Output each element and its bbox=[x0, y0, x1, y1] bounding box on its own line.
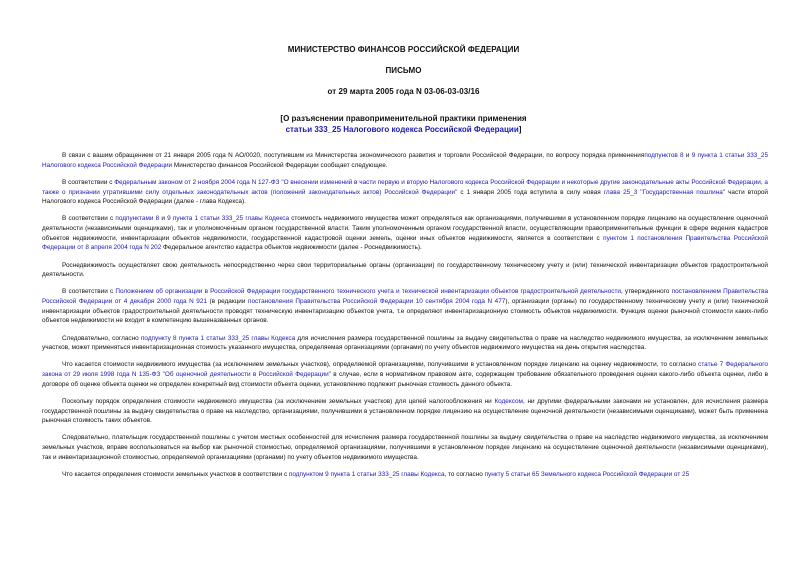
body-paragraph bbox=[42, 334, 768, 353]
paragraph-text: Роснедвижимость осуществляет свою деятельность непосредственно через свои территориальные органы (организации) по государственному техническому учету и (или) технической инвентаризации объектов градостроительной деятельности. bbox=[42, 261, 768, 279]
body-paragraph bbox=[42, 470, 768, 480]
legal-reference-link[interactable]: 9 пункта 1 статьи 333_25 главы Кодекса bbox=[167, 215, 290, 223]
body-paragraph bbox=[42, 178, 768, 207]
legal-reference-link[interactable]: Федеральным законом от 2 ноября 2004 года N 127-ФЗ "О внесении изменений в части первую и вторую Налогового кодекса Российской Федерации и некоторые другие законодательные акты Российской Федерации, а также о признании утратившими силу отдельных законодательных актов (положений законодательных актов) Российской Федерации" bbox=[42, 178, 768, 196]
paragraph-text: с 1 января 2005 года вступила в силу новая bbox=[457, 188, 604, 196]
document-body bbox=[42, 151, 768, 487]
paragraph-text: ), организации (органы) по государственному техническому учету и (или) технической инвентаризации объектов градостроительной деятельности проводят техническую инвентаризацию объектов учета, т.е определяют инвентаризационную стоимость объектов недвижимости. Функция оценки рыночной стоимости каких-либо объектов недвижимости не входит в компетенцию вышеназванных органов. bbox=[42, 298, 769, 325]
paragraph-text: (в редакции bbox=[206, 298, 249, 305]
paragraph-text: в случае, если в нормативном правовом акте, содержащем требование обязательного проведения оценки какого-либо объекта оценки, либо в договоре об оценке объекта оценки не определен конкретный вид стоимости объекта оценки, установлению подлежит рыночная стоимость данного объекта. bbox=[42, 371, 768, 388]
paragraph-text: для исчисления размера государственной пошлины за выдачу свидетельства о праве на наследство недвижимого имущества, за исключением земельных участков, может применяться инвентаризационная стоимость указанного имущества, определяемая организациями (органами) по учету объектов недвижимого имущества на день открытия наследства. bbox=[42, 334, 768, 352]
subject-line-1: [О разъяснении правоприменительной практики применения bbox=[280, 114, 527, 123]
body-paragraph bbox=[42, 397, 768, 426]
legal-reference-link[interactable]: постановлением Правительства Российской Федерации от 4 декабря 2000 года N 921 bbox=[42, 288, 769, 305]
legal-reference-link[interactable]: подпунктов 8 bbox=[644, 152, 684, 159]
paragraph-text: В соответствии с bbox=[62, 288, 116, 296]
body-paragraph bbox=[42, 214, 768, 253]
paragraph-text: Что касается стоимости недвижимого имущества (за исключением земельных участков), определяемой организациями, получившими в установленном порядке лицензию на оценку недвижимости, то согласно bbox=[62, 361, 699, 369]
date-number-heading: от 29 марта 2005 года N 03-06-03-03/16 bbox=[327, 87, 480, 96]
ministry-heading: МИНИСТЕРСТВО ФИНАНСОВ РОССИЙСКОЙ ФЕДЕРАЦИИ bbox=[287, 45, 520, 54]
document-type-heading: ПИСЬМО bbox=[385, 66, 422, 75]
subject-article-link[interactable]: статьи 333_25 Налогового кодекса Российской Федерации bbox=[285, 125, 519, 134]
paragraph-text: Федеральное агентство кадастра объектов недвижимости (далее - Роснедвижимость). bbox=[161, 244, 422, 252]
legal-reference-link[interactable]: статье 7 Федерального закона от 29 июля 1998 года N 135-ФЗ "Об оценочной деятельности в Российской Федерации" bbox=[42, 361, 768, 378]
legal-reference-link[interactable]: 9 пункта 1 статьи 333_25 Налогового кодекса Российской Федерации bbox=[42, 152, 769, 169]
paragraph-text: Что касается определения стоимости земельных участков в соответствии с bbox=[62, 470, 289, 478]
paragraph-text: Министерство финансов Российской Федерации сообщает следующее. bbox=[172, 161, 388, 169]
legal-reference-link[interactable]: пунктом 1 постановления Правительства Российской Федерации от 8 апреля 2004 года N 202 bbox=[42, 234, 768, 252]
legal-reference-link[interactable]: глава 25_3 "Государственная пошлина" bbox=[603, 188, 726, 196]
paragraph-text: В связи с вашим обращением от 21 января 2005 года N АО/0020, поступившим из Министерства экономического развития и торговли Российской Федерации, по вопросу порядка применения bbox=[62, 152, 645, 159]
paragraph-text: , утвержденного bbox=[620, 288, 672, 296]
paragraph-text: Следовательно, согласно bbox=[62, 334, 141, 342]
legal-reference-link[interactable]: Кодексом bbox=[494, 397, 523, 405]
paragraph-text: и bbox=[683, 152, 692, 159]
paragraph-text: В соответствии с bbox=[62, 215, 116, 223]
body-paragraph bbox=[42, 433, 768, 462]
paragraph-text: стоимость недвижимого имущества может определяться как организациями, получившими в установленном порядке лицензию на осуществление оценочной деятельности (независимыми оценщиками), так и уполномоченным органом государственной власти. Таким уполномоченным органом государственной власти, осуществляющим правоприменительные функции в сфере ведения кадастров объектов недвижимости, инвентаризации объектов недвижимости, государственной кадастровой оценки земель, оценки иных объектов недвижимости, является в соответствии с bbox=[42, 215, 768, 242]
paragraph-text: В соответствии с bbox=[62, 178, 115, 186]
paragraph-text: и bbox=[159, 215, 168, 223]
paragraph-text: , ни другими федеральными законами не установлен, для исчисления размера государственной пошлины за выдачу свидетельства о праве на наследство, организациями, получившими в установленном порядке лицензию на осуществление оценочной деятельности (независимыми оценщиками), может быть применена рыночная стоимость таких объектов. bbox=[42, 397, 768, 425]
legal-reference-link[interactable]: подпунктом 9 пункта 1 статьи 333_25 главы Кодекса bbox=[288, 470, 445, 478]
body-paragraph bbox=[42, 287, 768, 326]
legal-reference-link[interactable]: подпункту 8 пункта 1 статьи 333_25 главы Кодекса bbox=[140, 334, 296, 342]
document-subject bbox=[0, 113, 807, 135]
paragraph-text: Следовательно, плательщик государственной пошлины с учетом местных особенностей для исчисления размера государственной пошлины за выдачу свидетельства о праве на наследство недвижимого имущества, за исключением земельных участков, вправе воспользоваться на выбор как рыночной стоимостью, определяемой организациями, получившими в установленном порядке лицензию на осуществление оценочной деятельности (независимыми оценщиками), так и инвентаризационной стоимостью, определяемой организациями (органами) по учету объектов недвижимого имущества. bbox=[42, 434, 768, 461]
subject-close-bracket: ] bbox=[518, 125, 522, 134]
legal-reference-link[interactable]: пункту 5 статьи 65 Земельного кодекса Российской Федерации от 25 bbox=[484, 470, 690, 478]
legal-reference-link[interactable]: Положением об организации в Российской Федерации государственного технического учета и технической инвентаризации объектов градостроительной деятельности bbox=[115, 288, 621, 296]
body-paragraph bbox=[42, 151, 768, 170]
subject-line-2 bbox=[0, 124, 807, 135]
paragraph-text: Поскольку порядок определения стоимости недвижимого имущества (за исключением земельных участков) для целей налогообложения ни bbox=[62, 397, 495, 405]
legal-reference-link[interactable]: подпунктами 8 bbox=[115, 215, 160, 223]
paragraph-text: , то согласно bbox=[444, 470, 485, 478]
body-paragraph bbox=[42, 261, 768, 280]
body-paragraph bbox=[42, 360, 768, 389]
legal-reference-link[interactable]: постановления Правительства Российской Федерации 10 сентября 2004 года N 477 bbox=[248, 298, 506, 305]
paragraph-text: части второй Налогового кодекса Российской Федерации (далее - глава Кодекса). bbox=[42, 188, 769, 206]
